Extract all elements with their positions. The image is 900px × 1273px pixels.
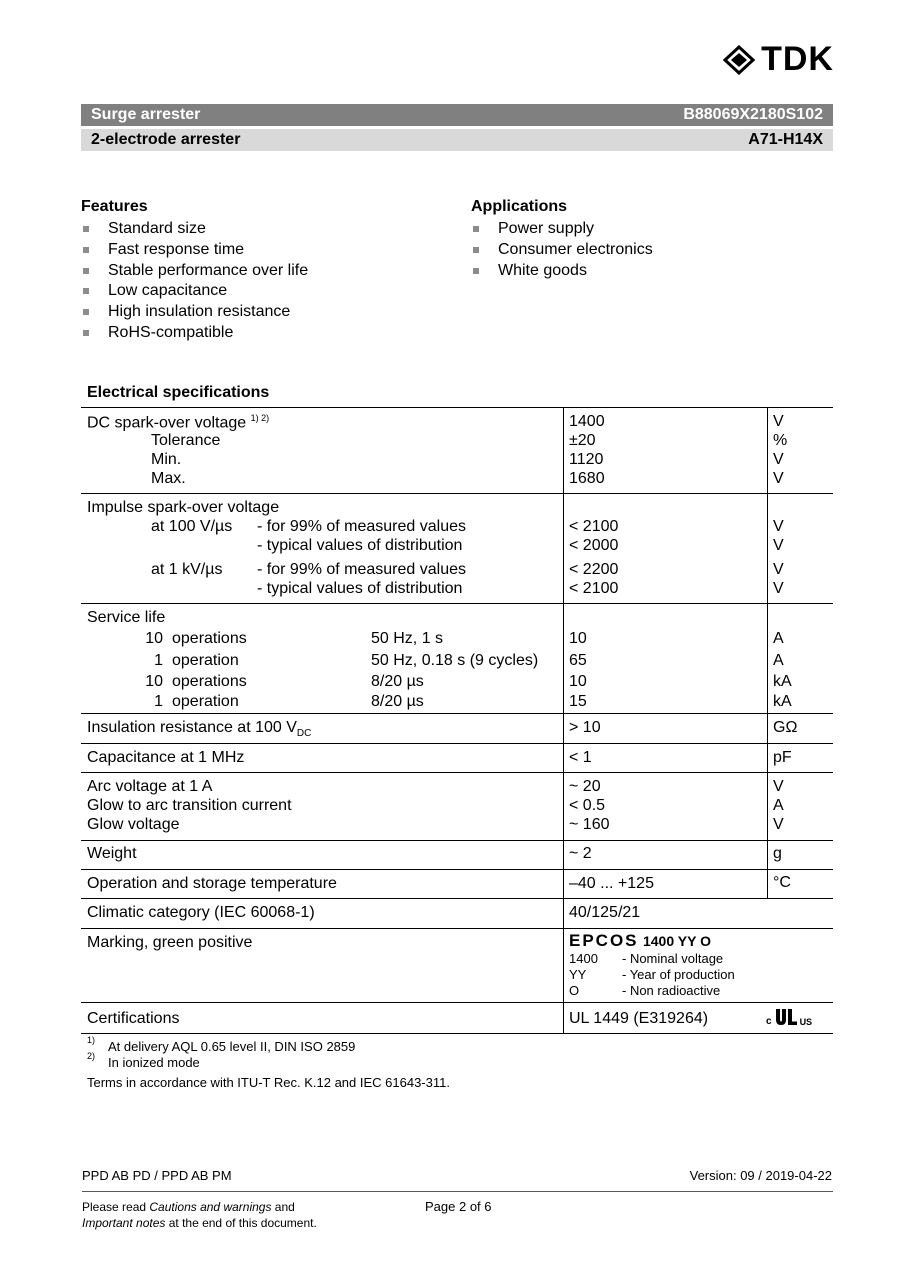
- impulse-cond: at 1 kV/µs: [151, 561, 223, 578]
- impulse-unit: V: [773, 580, 784, 597]
- marking-key: O: [569, 983, 580, 998]
- min-value: 1120: [569, 451, 604, 468]
- certifications-value: UL 1449 (E319264): [569, 1010, 709, 1027]
- footer-note-line2: Important notes at the end of this document.: [82, 1216, 317, 1230]
- marking-desc: - Year of production: [622, 967, 735, 982]
- climatic-value: 40/125/21: [569, 904, 641, 921]
- impulse-desc: - typical values of distribution: [257, 580, 463, 597]
- service-life-label: Service life: [87, 609, 166, 626]
- temperature-value: –40 ... +125: [569, 875, 654, 892]
- capacitance-value: < 1: [569, 749, 592, 766]
- impulse-desc: - for 99% of measured values: [257, 561, 466, 578]
- ul-mark-us: US: [799, 1017, 813, 1027]
- impulse-cond: at 100 V/µs: [151, 518, 233, 535]
- max-unit: V: [773, 470, 784, 487]
- service-op: operations: [172, 630, 247, 647]
- service-count: 1: [154, 652, 163, 669]
- table-rule: [81, 603, 833, 604]
- marking-key: YY: [569, 967, 587, 982]
- service-op: operations: [172, 673, 247, 690]
- service-count: 10: [145, 630, 163, 647]
- footer-rule: [82, 1191, 833, 1192]
- table-column-rule: [563, 407, 564, 1033]
- impulse-value: < 2100: [569, 580, 619, 597]
- table-rule: [81, 1002, 833, 1003]
- service-cond: 8/20 µs: [371, 673, 424, 690]
- cautions-link: Cautions and warnings: [149, 1200, 272, 1214]
- specs-title: Electrical specifications: [87, 384, 270, 401]
- footnote-text: In ionized mode: [108, 1055, 200, 1070]
- weight-unit: g: [773, 845, 782, 862]
- footer-note-line1: Please read Cautions and warnings and: [82, 1200, 295, 1214]
- ul-mark-icon: [766, 1007, 812, 1027]
- service-count: 10: [145, 673, 163, 690]
- list-item: Stable performance over life: [81, 261, 308, 282]
- insulation-unit: GΩ: [773, 719, 798, 736]
- transition-current-unit: A: [773, 797, 784, 814]
- service-unit: kA: [773, 673, 792, 690]
- marking-code: 1400 YY O: [642, 933, 711, 949]
- marking-line: [569, 931, 711, 951]
- service-value: 10: [569, 630, 587, 647]
- arc-voltage-unit: V: [773, 778, 784, 795]
- brand-name: TDK: [761, 40, 834, 78]
- certifications-label: Certifications: [87, 1010, 180, 1027]
- arc-voltage-label: Arc voltage at 1 A: [87, 778, 213, 795]
- dc-sparkover-value: 1400: [569, 413, 605, 430]
- table-rule: [81, 772, 833, 773]
- transition-current-value: < 0.5: [569, 797, 606, 814]
- glow-voltage-label: Glow voltage: [87, 816, 180, 833]
- features-list: [81, 219, 308, 344]
- arc-voltage-value: ~ 20: [569, 778, 601, 795]
- service-value: 15: [569, 693, 587, 710]
- terms-text: Terms in accordance with ITU-T Rec. K.12 and IEC 61643-311.: [87, 1075, 450, 1090]
- marking-key: 1400: [569, 951, 598, 966]
- weight-value: ~ 2: [569, 845, 592, 862]
- table-rule: [81, 1033, 833, 1034]
- climatic-label: Climatic category (IEC 60068-1): [87, 904, 315, 921]
- table-rule: [81, 869, 833, 870]
- service-value: 10: [569, 673, 587, 690]
- table-rule: [81, 840, 833, 841]
- footnote-text: At delivery AQL 0.65 level II, DIN ISO 2859: [108, 1039, 356, 1054]
- dc-sparkover-label: DC spark-over voltage $^{1) 2)}$: [87, 413, 270, 432]
- min-label: Min.: [151, 451, 182, 468]
- service-count: 1: [154, 693, 163, 710]
- footnote-ref: 1) 2): [250, 413, 270, 423]
- list-item: High insulation resistance: [81, 302, 308, 323]
- service-cond: 50 Hz, 1 s: [371, 630, 444, 647]
- capacitance-unit: pF: [773, 749, 792, 766]
- service-value: 65: [569, 652, 587, 669]
- applications-title: Applications: [471, 198, 568, 215]
- min-unit: V: [773, 451, 784, 468]
- table-rule: [81, 743, 833, 744]
- marking-desc: - Nominal voltage: [622, 951, 724, 966]
- table-rule: [81, 898, 833, 899]
- tolerance-unit: %: [773, 432, 788, 449]
- impulse-desc: - typical values of distribution: [257, 537, 463, 554]
- marking-label: Marking, green positive: [87, 934, 253, 951]
- applications-list: [471, 219, 653, 281]
- table-rule: [81, 928, 833, 929]
- weight-label: Weight: [87, 845, 137, 862]
- service-unit: A: [773, 652, 784, 669]
- table-column-rule: [767, 407, 768, 898]
- marking-desc: - Non radioactive: [622, 983, 721, 998]
- service-cond: 8/20 µs: [371, 693, 424, 710]
- product-title: Surge arrester: [91, 106, 201, 123]
- table-rule: [81, 713, 833, 714]
- list-item: RoHS-compatible: [81, 323, 308, 344]
- impulse-unit: V: [773, 537, 784, 554]
- impulse-desc: - for 99% of measured values: [257, 518, 466, 535]
- tdk-logo: [723, 40, 834, 79]
- tdk-emblem-icon: [723, 45, 755, 75]
- service-unit: kA: [773, 693, 792, 710]
- list-item: Standard size: [81, 219, 308, 240]
- table-rule: [81, 407, 833, 408]
- impulse-label: Impulse spark-over voltage: [87, 499, 280, 516]
- insulation-value: > 10: [569, 719, 601, 736]
- service-unit: A: [773, 630, 784, 647]
- dc-sparkover-unit: V: [773, 413, 784, 430]
- footer-version: Version: 09 / 2019-04-22: [689, 1168, 832, 1183]
- max-label: Max.: [151, 470, 186, 487]
- service-op: operation: [172, 693, 239, 710]
- transition-current-label: Glow to arc transition current: [87, 797, 292, 814]
- list-item: Low capacitance: [81, 281, 308, 302]
- ul-logo-icon: [773, 1007, 799, 1027]
- features-title: Features: [81, 198, 148, 215]
- tolerance-value: ±20: [569, 432, 596, 449]
- list-item: Power supply: [471, 219, 653, 240]
- tolerance-label: Tolerance: [151, 432, 221, 449]
- ul-mark-c: c: [766, 1016, 772, 1027]
- page-number: Page 2 of 6: [425, 1199, 492, 1214]
- impulse-value: < 2200: [569, 561, 619, 578]
- list-item: White goods: [471, 261, 653, 282]
- service-cond: 50 Hz, 0.18 s (9 cycles): [371, 652, 539, 669]
- table-rule: [81, 493, 833, 494]
- product-code: A71-H14X: [748, 131, 823, 148]
- epcos-logo: EPCOS: [569, 931, 639, 950]
- type-bar: [81, 129, 833, 151]
- product-type: 2-electrode arrester: [91, 131, 241, 148]
- service-op: operation: [172, 652, 239, 669]
- max-value: 1680: [569, 470, 605, 487]
- impulse-value: < 2000: [569, 537, 619, 554]
- impulse-unit: V: [773, 561, 784, 578]
- product-bar: [81, 104, 833, 126]
- footnote-number: 1): [87, 1035, 96, 1045]
- insulation-label: Insulation resistance at 100 $V_{DC}$: [87, 719, 312, 740]
- list-item: Consumer electronics: [471, 240, 653, 261]
- temperature-label: Operation and storage temperature: [87, 875, 337, 892]
- glow-voltage-value: ~ 160: [569, 816, 610, 833]
- capacitance-label: Capacitance at 1 MHz: [87, 749, 245, 766]
- impulse-unit: V: [773, 518, 784, 535]
- important-notes-link: Important notes: [82, 1216, 166, 1230]
- impulse-value: < 2100: [569, 518, 619, 535]
- part-number: B88069X2180S102: [683, 106, 823, 123]
- glow-voltage-unit: V: [773, 816, 784, 833]
- footnote-number: 2): [87, 1051, 96, 1061]
- list-item: Fast response time: [81, 240, 308, 261]
- temperature-unit: °C: [773, 874, 791, 891]
- footer-department: PPD AB PD / PPD AB PM: [82, 1168, 232, 1183]
